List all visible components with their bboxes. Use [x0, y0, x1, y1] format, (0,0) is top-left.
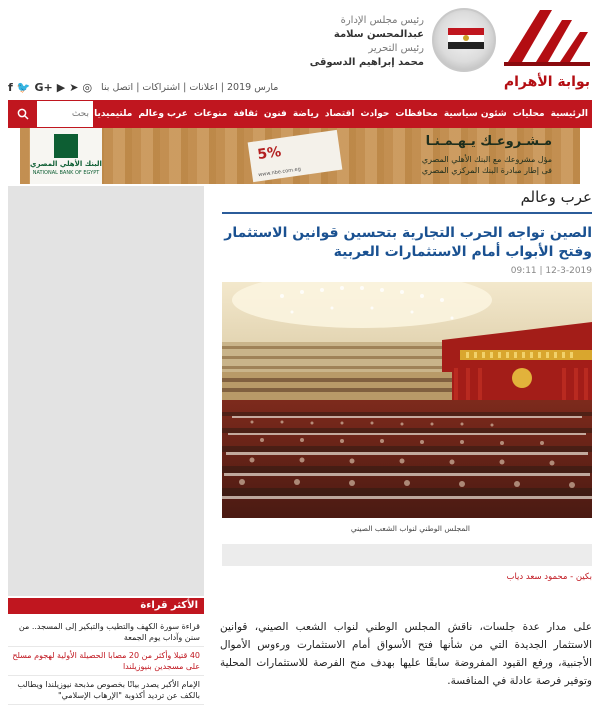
link-subscriptions[interactable]: اشتراكات	[142, 81, 181, 93]
section-title[interactable]: عرب وعالم	[520, 188, 592, 206]
nav-items	[54, 100, 588, 128]
google-plus-icon[interactable]: G+	[34, 80, 53, 94]
most-read-item[interactable]: الإمام الأكبر يصدر بيانًا بخصوص مذبحة نيوزيلندا ويطالب بالكف عن ترديد أكذوبة "الإرهاب الإسلامي"	[8, 676, 204, 705]
bank-name-ar: البنك الأهلي المصري	[30, 160, 102, 168]
nav-item-accidents[interactable]: حوادث	[360, 109, 390, 119]
nav-item-governorates[interactable]: محافظات	[395, 109, 438, 119]
youtube-icon[interactable]: ▶	[56, 80, 66, 94]
search-input[interactable]	[41, 106, 89, 122]
nav-item-world[interactable]: عرب وعالم	[138, 109, 188, 119]
most-read-item[interactable]: قراءة سورة الكهف والتطيب والتبكير إلى المسجد.. من سنن وآداب يوم الجمعة	[8, 618, 204, 647]
nav-item-politics[interactable]: شئون سياسية	[443, 109, 507, 119]
masthead-credits	[310, 14, 424, 70]
sidebar-ad-placeholder	[8, 186, 204, 596]
top-links-bar	[8, 78, 278, 96]
logo-text: بوابة الأهرام	[503, 74, 590, 90]
site-header	[0, 0, 600, 100]
most-read-box	[8, 598, 204, 705]
share-bar	[222, 544, 592, 566]
banner-url: www.nbe.com.eg	[257, 166, 302, 179]
nav-item-local[interactable]: محليات	[512, 109, 545, 119]
social-icons	[8, 81, 92, 94]
nav-item-arts[interactable]: فنون	[263, 109, 287, 119]
editor-title: رئيس التحرير	[368, 43, 424, 54]
bank-name-en: NATIONAL BANK OF EGYPT	[32, 170, 100, 176]
ahram-logo-icon	[500, 6, 592, 66]
link-ads[interactable]: اعلانات	[189, 81, 218, 93]
anniversary-seal-icon	[432, 8, 496, 72]
twitter-icon[interactable]: 🐦	[16, 80, 31, 94]
link-contact[interactable]: اتصل بنا	[101, 81, 134, 93]
editor-name: محمد إبراهيم الدسوقى	[309, 57, 424, 68]
search-button[interactable]	[9, 101, 37, 127]
banner-line-2: فى إطار مبادرة البنك المركزي المصري	[421, 166, 552, 175]
photo-caption: المجلس الوطني لنواب الشعب الصيني	[350, 524, 470, 533]
nav-item-misc[interactable]: منوعات	[193, 109, 228, 119]
bank-mark-icon	[54, 134, 78, 158]
bank-ad-banner[interactable]	[20, 128, 580, 184]
most-read-title: الأكثر قراءة	[8, 598, 204, 614]
article-body: على مدار عدة جلسات، ناقش المجلس الوطني لنواب الشعب الصيني، قوانين الاستثمار الجديدة التي من شأنها فتح الأسواق أمام الاستثمارت ورءوس الأموال الأجنبية، ورفع القيود المفروضة سابقًا عليها بهدف منح الفرصة للاستثمارات المحلية وتوفير فرصة عادلة في المنافسة.	[220, 621, 592, 687]
most-read-item[interactable]: 40 قتيلا وأكثر من 20 مصابا الحصيلة الأولية لهجوم مسلح على مسجدين بنيوزيلندا	[8, 647, 204, 676]
article-photo[interactable]	[222, 282, 592, 518]
board-name: عبدالمحسن سلامة	[333, 29, 424, 40]
instagram-icon[interactable]: ◎	[82, 80, 93, 94]
header-links	[101, 82, 278, 93]
separator: |	[220, 81, 224, 93]
banner-subtitle	[422, 154, 552, 176]
banner-title: مـشـروعـك يـهـمـنـا	[425, 134, 552, 149]
banner-percent: 5%	[256, 143, 283, 164]
most-read-list	[8, 614, 204, 705]
article-headline: الصين تواجه الحرب التجارية بتحسين قوانين الاستثمار وفتح الأبواب أمام الاستثمارات العربية	[224, 225, 592, 260]
telegram-icon[interactable]: ➤	[69, 80, 79, 94]
nav-item-economy[interactable]: اقتصاد	[324, 109, 355, 119]
bank-logo	[30, 128, 102, 184]
header-date: مارس 2019	[227, 81, 279, 93]
article-byline: بكين - محمود سعد دياب	[506, 572, 592, 582]
banner-line-1: مؤل مشروعك مع البنك الأهلي المصري	[421, 155, 552, 164]
nav-item-culture[interactable]: ثقافة	[233, 109, 258, 119]
board-title: رئيس مجلس الإدارة	[340, 15, 424, 26]
nav-item-home[interactable]: الرئيسية	[550, 109, 588, 119]
main-nav	[8, 100, 592, 128]
nav-item-multimedia[interactable]: ملتيميديا	[94, 109, 133, 119]
separator: |	[183, 81, 187, 93]
facebook-icon[interactable]: f	[8, 80, 13, 94]
search-icon	[17, 108, 29, 120]
search-box	[8, 100, 94, 128]
article-date: 12-3-2019 | 09:11	[510, 266, 592, 276]
section-divider	[222, 212, 592, 214]
nav-item-sports[interactable]: رياضة	[292, 109, 319, 119]
separator: |	[136, 81, 140, 93]
assembly-hall-image	[222, 282, 592, 518]
site-logo[interactable]	[500, 6, 592, 90]
